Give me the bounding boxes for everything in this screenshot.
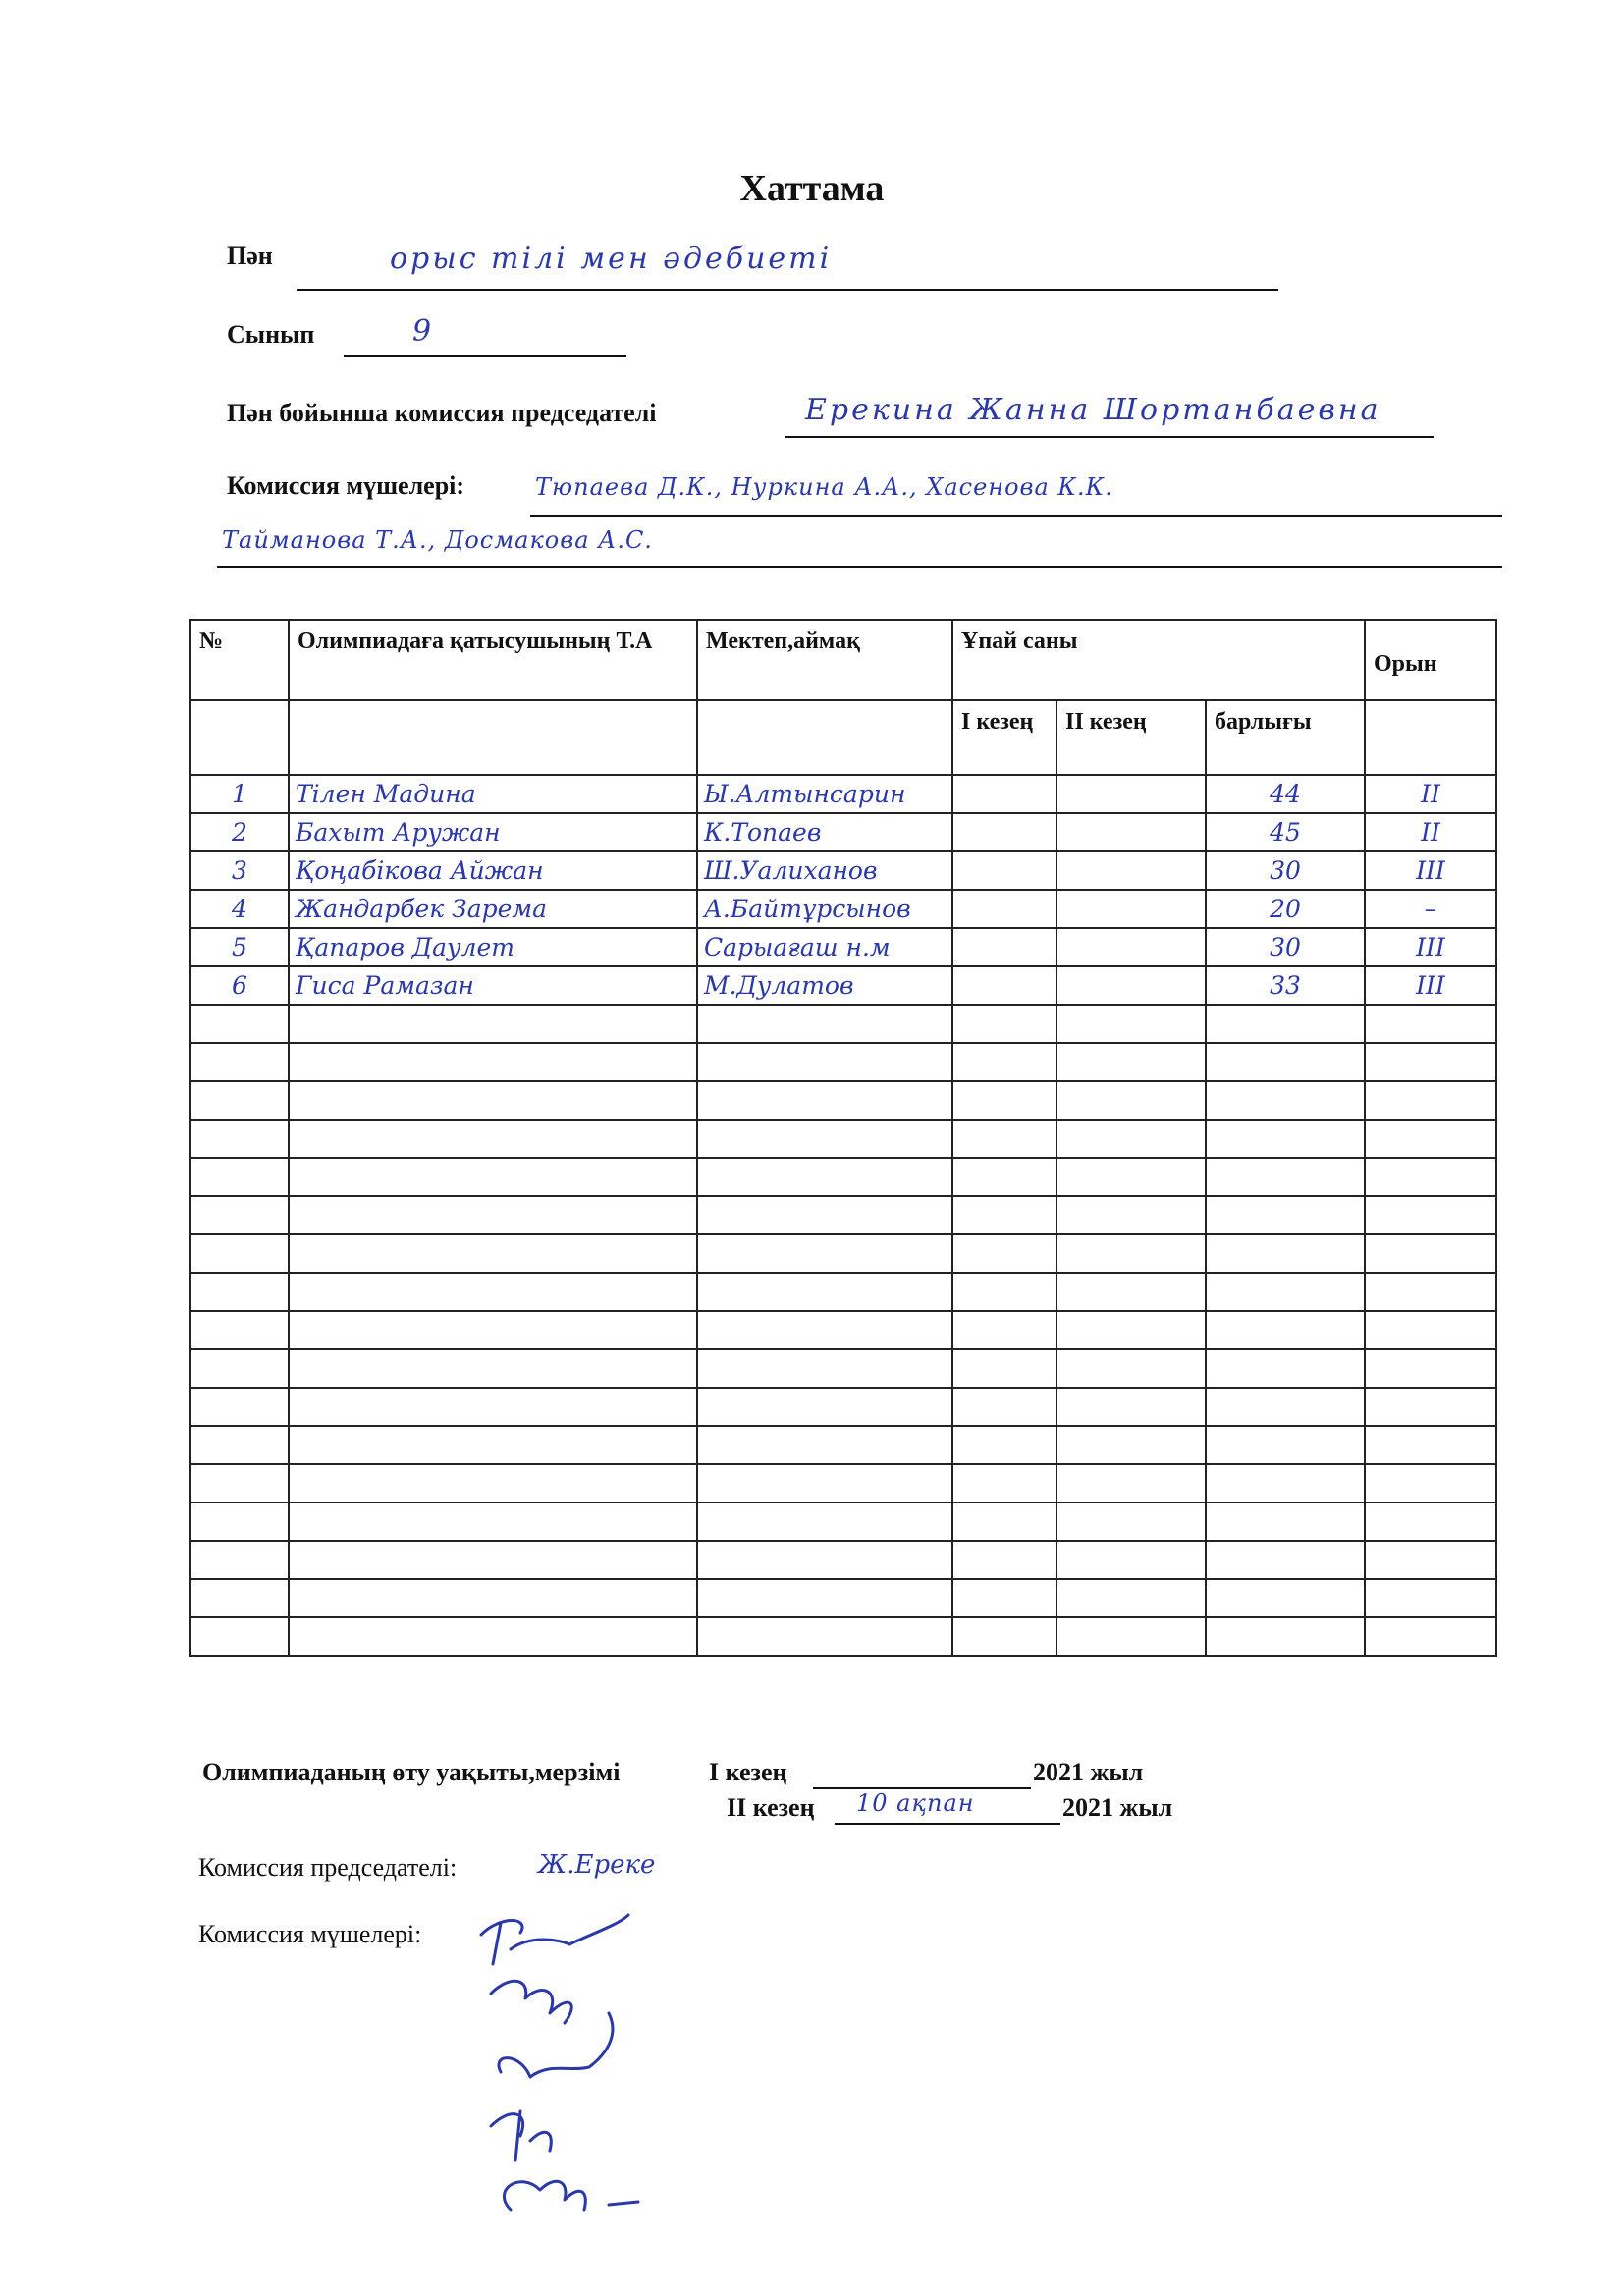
cell-empty bbox=[1365, 1464, 1496, 1503]
cell-empty bbox=[1206, 1349, 1365, 1388]
cell-num-value: 1 bbox=[232, 779, 247, 808]
table-row-empty bbox=[190, 1388, 1496, 1426]
cell-empty bbox=[1206, 1196, 1365, 1234]
cell-school-value: К.Топаев bbox=[704, 817, 822, 847]
table-row-empty bbox=[190, 1311, 1496, 1349]
table-row-empty bbox=[190, 1120, 1496, 1158]
cell-num-value: 6 bbox=[232, 970, 247, 1000]
cell-total-value: 44 bbox=[1270, 779, 1301, 808]
cell-empty bbox=[952, 1426, 1056, 1464]
cell-school bbox=[697, 775, 952, 813]
cell-school-value: Ы.Алтынсарин bbox=[704, 779, 906, 808]
cell-empty bbox=[1056, 1617, 1206, 1656]
cell-empty bbox=[952, 1273, 1056, 1311]
table-row-empty bbox=[190, 1081, 1496, 1120]
cell-num bbox=[190, 928, 289, 966]
members-value-1: Тюпаева Д.К., Нуркина А.А., Хасенова К.К. bbox=[535, 473, 1113, 501]
cell-empty bbox=[697, 1234, 952, 1273]
cell-empty bbox=[1206, 1579, 1365, 1617]
cell-school bbox=[697, 966, 952, 1005]
table-row-empty bbox=[190, 1043, 1496, 1081]
members-label: Комиссия мүшелері: bbox=[227, 471, 465, 500]
stage1-date-field bbox=[813, 1760, 1031, 1789]
cell-num-value: 5 bbox=[232, 932, 247, 961]
cell-school-value: М.Дулатов bbox=[704, 970, 854, 1000]
cell-total bbox=[1206, 928, 1365, 966]
cell-empty bbox=[289, 1234, 697, 1273]
cell-name bbox=[289, 851, 697, 890]
header-place: Орын bbox=[1365, 620, 1496, 700]
cell-num-value: 2 bbox=[232, 817, 247, 847]
cell-place-value: III bbox=[1416, 932, 1445, 961]
cell-empty bbox=[1206, 1426, 1365, 1464]
cell-total bbox=[1206, 775, 1365, 813]
cell-name-value: Қоңабікова Айжан bbox=[296, 855, 544, 885]
cell-empty bbox=[190, 1311, 289, 1349]
grade-label: Сынып bbox=[227, 320, 315, 349]
cell-empty bbox=[1206, 1503, 1365, 1541]
cell-empty bbox=[952, 1388, 1056, 1426]
cell-empty bbox=[952, 1196, 1056, 1234]
cell-empty bbox=[1056, 1196, 1206, 1234]
subheader-empty-school bbox=[697, 700, 952, 775]
chair-signature: Ж.Ереке bbox=[538, 1850, 656, 1880]
table-row bbox=[190, 890, 1496, 928]
table-row-empty bbox=[190, 1579, 1496, 1617]
subheader-row bbox=[190, 700, 1496, 775]
cell-empty bbox=[289, 1273, 697, 1311]
cell-place-value: – bbox=[1424, 894, 1437, 923]
cell-total-value: 20 bbox=[1270, 894, 1301, 923]
cell-stage1 bbox=[952, 966, 1056, 1005]
cell-empty bbox=[1206, 1158, 1365, 1196]
cell-empty bbox=[289, 1503, 697, 1541]
cell-empty bbox=[1206, 1043, 1365, 1081]
cell-empty bbox=[952, 1579, 1056, 1617]
cell-empty bbox=[1056, 1158, 1206, 1196]
cell-empty bbox=[1365, 1273, 1496, 1311]
cell-school-value: А.Байтұрсынов bbox=[704, 894, 911, 923]
cell-school bbox=[697, 851, 952, 890]
table-row-empty bbox=[190, 1426, 1496, 1464]
cell-empty bbox=[1365, 1388, 1496, 1426]
document-title: Хаттама bbox=[739, 168, 885, 209]
cell-empty bbox=[697, 1273, 952, 1311]
cell-empty bbox=[1206, 1005, 1365, 1043]
stage2-date-field bbox=[835, 1789, 1060, 1825]
cell-num-value: 4 bbox=[232, 894, 247, 923]
cell-empty bbox=[289, 1579, 697, 1617]
cell-name bbox=[289, 890, 697, 928]
cell-empty bbox=[1206, 1311, 1365, 1349]
cell-empty bbox=[952, 1617, 1056, 1656]
table-row bbox=[190, 813, 1496, 851]
members-value-2: Тайманова Т.А., Досмакова А.С. bbox=[222, 526, 653, 554]
cell-empty bbox=[1365, 1196, 1496, 1234]
cell-school bbox=[697, 928, 952, 966]
header-stage2: II кезең bbox=[1056, 700, 1206, 775]
cell-empty bbox=[289, 1158, 697, 1196]
chair-label: Пән бойынша комиссия председателі bbox=[227, 399, 657, 427]
cell-empty bbox=[190, 1158, 289, 1196]
members-sign-label: Комиссия мүшелері: bbox=[198, 1920, 422, 1948]
cell-empty bbox=[1365, 1349, 1496, 1388]
subheader-empty-place bbox=[1365, 700, 1496, 775]
cell-empty bbox=[1365, 1541, 1496, 1579]
cell-empty bbox=[190, 1081, 289, 1120]
cell-empty bbox=[190, 1426, 289, 1464]
stage2-date: 10 ақпан bbox=[856, 1789, 975, 1817]
cell-empty bbox=[190, 1234, 289, 1273]
cell-empty bbox=[1056, 1388, 1206, 1426]
members-line-2 bbox=[217, 522, 1502, 568]
cell-place bbox=[1365, 928, 1496, 966]
cell-empty bbox=[697, 1311, 952, 1349]
cell-empty bbox=[1365, 1120, 1496, 1158]
subheader-empty-num bbox=[190, 700, 289, 775]
cell-empty bbox=[1365, 1579, 1496, 1617]
subject-label: Пән bbox=[227, 242, 273, 270]
cell-empty bbox=[697, 1158, 952, 1196]
cell-empty bbox=[1206, 1120, 1365, 1158]
cell-empty bbox=[697, 1617, 952, 1656]
table-row-empty bbox=[190, 1196, 1496, 1234]
cell-stage1 bbox=[952, 813, 1056, 851]
cell-num bbox=[190, 851, 289, 890]
cell-empty bbox=[289, 1081, 697, 1120]
table-row-empty bbox=[190, 1273, 1496, 1311]
header-name: Олимпиадаға қатысушының Т.А bbox=[289, 620, 697, 700]
cell-name-value: Гиса Рамазан bbox=[296, 970, 474, 1000]
cell-empty bbox=[952, 1158, 1056, 1196]
cell-empty bbox=[289, 1464, 697, 1503]
members-line-1 bbox=[530, 469, 1502, 517]
cell-empty bbox=[1365, 1311, 1496, 1349]
cell-stage1 bbox=[952, 775, 1056, 813]
cell-total bbox=[1206, 813, 1365, 851]
subheader-empty-name bbox=[289, 700, 697, 775]
cell-empty bbox=[697, 1349, 952, 1388]
chair-value: Ерекина Жанна Шортанбаевна bbox=[805, 393, 1381, 427]
table-row bbox=[190, 775, 1496, 813]
cell-num bbox=[190, 813, 289, 851]
cell-empty bbox=[1206, 1234, 1365, 1273]
cell-empty bbox=[1056, 1234, 1206, 1273]
cell-empty bbox=[697, 1388, 952, 1426]
table-row-empty bbox=[190, 1158, 1496, 1196]
cell-empty bbox=[190, 1464, 289, 1503]
cell-stage2 bbox=[1056, 775, 1206, 813]
cell-empty bbox=[697, 1579, 952, 1617]
cell-empty bbox=[697, 1005, 952, 1043]
cell-place bbox=[1365, 813, 1496, 851]
cell-empty bbox=[1056, 1043, 1206, 1081]
cell-stage2 bbox=[1056, 928, 1206, 966]
cell-empty bbox=[1365, 1158, 1496, 1196]
header-num: № bbox=[190, 620, 289, 700]
cell-empty bbox=[289, 1196, 697, 1234]
cell-empty bbox=[289, 1120, 697, 1158]
cell-total-value: 45 bbox=[1270, 817, 1301, 847]
header-score: Ұпай саны bbox=[952, 620, 1365, 700]
cell-empty bbox=[697, 1464, 952, 1503]
cell-empty bbox=[190, 1196, 289, 1234]
cell-empty bbox=[697, 1503, 952, 1541]
cell-empty bbox=[952, 1349, 1056, 1388]
cell-num bbox=[190, 966, 289, 1005]
cell-empty bbox=[1056, 1464, 1206, 1503]
cell-empty bbox=[697, 1120, 952, 1158]
stage2-label: II кезең bbox=[727, 1793, 815, 1822]
table-row-empty bbox=[190, 1541, 1496, 1579]
cell-empty bbox=[289, 1388, 697, 1426]
cell-empty bbox=[190, 1005, 289, 1043]
cell-empty bbox=[190, 1541, 289, 1579]
cell-empty bbox=[190, 1273, 289, 1311]
cell-empty bbox=[1056, 1349, 1206, 1388]
cell-stage1 bbox=[952, 928, 1056, 966]
cell-school bbox=[697, 813, 952, 851]
cell-name-value: Қапаров Даулет bbox=[296, 932, 514, 961]
results-table bbox=[189, 619, 1497, 1657]
cell-place bbox=[1365, 966, 1496, 1005]
cell-name bbox=[289, 813, 697, 851]
cell-empty bbox=[1365, 1005, 1496, 1043]
cell-empty bbox=[1056, 1541, 1206, 1579]
cell-empty bbox=[1365, 1426, 1496, 1464]
cell-school-value: Сарыағаш н.м bbox=[704, 932, 891, 961]
members-signatures bbox=[471, 1905, 687, 2229]
cell-place bbox=[1365, 851, 1496, 890]
cell-name-value: Жандарбек Зарема bbox=[296, 894, 548, 923]
cell-stage2 bbox=[1056, 813, 1206, 851]
cell-empty bbox=[1206, 1617, 1365, 1656]
cell-school-value: Ш.Уалиханов bbox=[704, 855, 878, 885]
table-row-empty bbox=[190, 1617, 1496, 1656]
cell-empty bbox=[697, 1541, 952, 1579]
cell-empty bbox=[1206, 1388, 1365, 1426]
cell-num bbox=[190, 775, 289, 813]
cell-place bbox=[1365, 775, 1496, 813]
cell-empty bbox=[1206, 1541, 1365, 1579]
subject-field bbox=[297, 242, 1278, 291]
subject-value: орыс тілі мен әдебиеті bbox=[390, 242, 833, 276]
cell-empty bbox=[952, 1464, 1056, 1503]
cell-empty bbox=[1056, 1081, 1206, 1120]
cell-empty bbox=[190, 1120, 289, 1158]
cell-empty bbox=[1206, 1081, 1365, 1120]
cell-empty bbox=[697, 1081, 952, 1120]
cell-empty bbox=[190, 1349, 289, 1388]
cell-total bbox=[1206, 890, 1365, 928]
cell-empty bbox=[1056, 1426, 1206, 1464]
cell-total-value: 30 bbox=[1270, 932, 1301, 961]
cell-stage2 bbox=[1056, 890, 1206, 928]
cell-place-value: III bbox=[1416, 970, 1445, 1000]
cell-stage1 bbox=[952, 851, 1056, 890]
cell-empty bbox=[289, 1426, 697, 1464]
cell-empty bbox=[952, 1541, 1056, 1579]
grade-value: 9 bbox=[412, 314, 435, 349]
cell-empty bbox=[1365, 1081, 1496, 1120]
cell-empty bbox=[190, 1503, 289, 1541]
cell-empty bbox=[952, 1234, 1056, 1273]
results-body bbox=[190, 775, 1496, 1656]
cell-empty bbox=[1206, 1273, 1365, 1311]
cell-empty bbox=[289, 1311, 697, 1349]
cell-empty bbox=[190, 1043, 289, 1081]
header-stage1: I кезең bbox=[952, 700, 1056, 775]
cell-empty bbox=[952, 1120, 1056, 1158]
cell-place-value: II bbox=[1421, 779, 1440, 808]
header-school: Мектеп,аймақ bbox=[697, 620, 952, 700]
cell-total bbox=[1206, 966, 1365, 1005]
cell-empty bbox=[952, 1503, 1056, 1541]
time-label: Олимпиаданың өту уақыты,мерзімі bbox=[202, 1758, 621, 1786]
table-row-empty bbox=[190, 1005, 1496, 1043]
chair-sign-label: Комиссия председателі: bbox=[198, 1853, 458, 1882]
cell-empty bbox=[952, 1081, 1056, 1120]
header-total: барлығы bbox=[1206, 700, 1365, 775]
cell-empty bbox=[190, 1617, 289, 1656]
stage1-label: I кезең bbox=[709, 1758, 787, 1786]
cell-empty bbox=[289, 1349, 697, 1388]
cell-empty bbox=[952, 1043, 1056, 1081]
cell-empty bbox=[697, 1043, 952, 1081]
cell-school bbox=[697, 890, 952, 928]
cell-empty bbox=[1056, 1120, 1206, 1158]
cell-empty bbox=[1056, 1273, 1206, 1311]
cell-stage2 bbox=[1056, 851, 1206, 890]
cell-total-value: 30 bbox=[1270, 855, 1301, 885]
cell-place-value: II bbox=[1421, 817, 1440, 847]
cell-empty bbox=[1056, 1579, 1206, 1617]
cell-empty bbox=[190, 1388, 289, 1426]
stage2-year: 2021 жыл bbox=[1062, 1793, 1173, 1822]
cell-empty bbox=[1365, 1503, 1496, 1541]
cell-empty bbox=[1365, 1617, 1496, 1656]
cell-total bbox=[1206, 851, 1365, 890]
cell-empty bbox=[289, 1541, 697, 1579]
cell-name bbox=[289, 928, 697, 966]
cell-place-value: III bbox=[1416, 855, 1445, 885]
cell-name bbox=[289, 775, 697, 813]
cell-empty bbox=[190, 1579, 289, 1617]
cell-name-value: Бахыт Аружан bbox=[296, 817, 501, 847]
chair-field bbox=[785, 393, 1434, 438]
cell-empty bbox=[1056, 1503, 1206, 1541]
cell-empty bbox=[1365, 1234, 1496, 1273]
grade-field bbox=[344, 314, 626, 357]
cell-empty bbox=[289, 1617, 697, 1656]
cell-total-value: 33 bbox=[1270, 970, 1301, 1000]
cell-place bbox=[1365, 890, 1496, 928]
table-row-empty bbox=[190, 1464, 1496, 1503]
table-row bbox=[190, 966, 1496, 1005]
cell-empty bbox=[1056, 1005, 1206, 1043]
cell-empty bbox=[1056, 1311, 1206, 1349]
table-row-empty bbox=[190, 1503, 1496, 1541]
cell-empty bbox=[1206, 1464, 1365, 1503]
cell-empty bbox=[1365, 1043, 1496, 1081]
cell-name bbox=[289, 966, 697, 1005]
table-row-empty bbox=[190, 1349, 1496, 1388]
cell-num bbox=[190, 890, 289, 928]
cell-empty bbox=[697, 1196, 952, 1234]
cell-empty bbox=[952, 1005, 1056, 1043]
cell-empty bbox=[697, 1426, 952, 1464]
table-row bbox=[190, 851, 1496, 890]
stage1-year: 2021 жыл bbox=[1033, 1758, 1144, 1786]
cell-empty bbox=[289, 1043, 697, 1081]
cell-name-value: Тілен Мадина bbox=[296, 779, 476, 808]
cell-empty bbox=[952, 1311, 1056, 1349]
table-row bbox=[190, 928, 1496, 966]
cell-num-value: 3 bbox=[232, 855, 247, 885]
header-row bbox=[190, 620, 1496, 700]
table-row-empty bbox=[190, 1234, 1496, 1273]
cell-stage1 bbox=[952, 890, 1056, 928]
cell-stage2 bbox=[1056, 966, 1206, 1005]
cell-empty bbox=[289, 1005, 697, 1043]
